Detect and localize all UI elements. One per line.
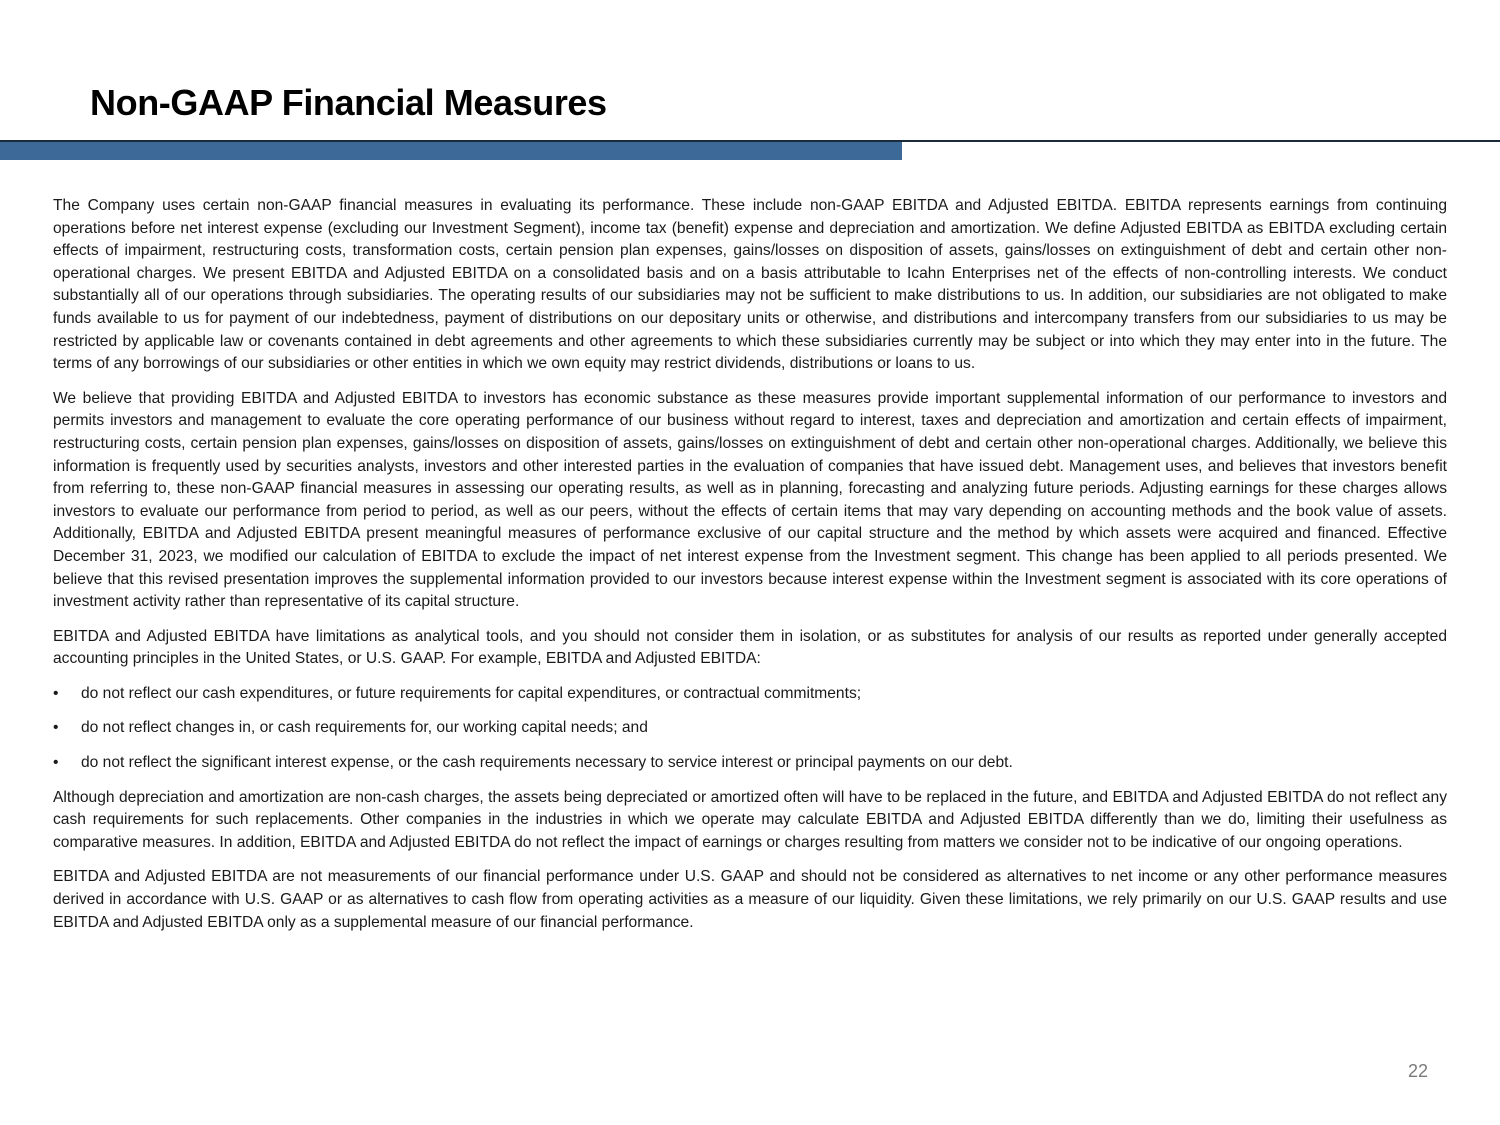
list-item [53,717,1447,740]
list-item [53,752,1447,775]
bullet-icon: • [53,684,59,702]
list-item [53,683,1447,706]
paragraph-non-gaap-definition: The Company uses certain non-GAAP financial measures in evaluating its performance. These include non-GAAP EBITDA and Adjusted EBITDA. EBITDA represents earnings from continuing operations before net interest expense (excluding our Investment Segment), income tax (benefit) expense and depreciation and amortization. We define Adjusted EBITDA as EBITDA excluding certain effects of impairment, restructuring costs, transformation costs, certain pension plan expenses, gains/losses on disposition of assets, gains/losses on extinguishment of debt and certain other non-operational charges. We present EBITDA and Adjusted EBITDA on a consolidated basis and on a basis attributable to Icahn Enterprises net of the effects of non-controlling interests. We conduct substantially all of our operations through subsidiaries. The operating results of our subsidiaries may not be sufficient to make distributions to us. In addition, our subsidiaries are not obligated to make funds available to us for payment of our indebtedness, payment of distributions on our depositary units or otherwise, and distributions and intercompany transfers from our subsidiaries to us may be restricted by applicable law or covenants contained in debt agreements and other agreements to which these subsidiaries currently may be subject or into which they may enter into in the future. The terms of any borrowings of our subsidiaries or other entities in which we own equity may restrict dividends, distributions or loans to us. [53,197,1447,373]
page-title: Non-GAAP Financial Measures [90,82,607,123]
bullet-icon: • [53,719,59,737]
main-content [53,195,1447,946]
paragraph-depreciation-note: Although depreciation and amortization are non-cash charges, the assets being depreciated or amortized often will have to be replaced in the future, and EBITDA and Adjusted EBITDA do not reflect any cash requirements for such replacements. Other companies in the industries in which we operate may calculate EBITDA and Adjusted EBITDA differently than we do, limiting their usefulness as comparative measures. In addition, EBITDA and Adjusted EBITDA do not reflect the impact of earnings or charges resulting from matters we consider not to be indicative of our ongoing operations. [53,788,1447,851]
list-item-text: do not reflect changes in, or cash requirements for, our working capital needs; and [81,719,648,737]
paragraph-usefulness-to-investors: We believe that providing EBITDA and Adjusted EBITDA to investors has economic substance as these measures provide important supplemental information of our performance to investors and permits investors and management to evaluate the core operating performance of our business without regard to interest, taxes and depreciation and amortization and certain effects of impairment, restructuring costs, certain pension plan expenses, gains/losses on disposition of assets, gains/losses on extinguishment of debt and certain other non-operational charges. Additionally, we believe this information is frequently used by securities analysts, investors and other interested parties in the evaluation of companies that have issued debt. Management uses, and believes that investors benefit from referring to, these non-GAAP financial measures in assessing our operating results, as well as in planning, forecasting and analyzing future periods. Adjusting earnings for these charges allows investors to evaluate our performance from period to period, as well as our peers, without the effects of certain items that may vary depending on accounting methods and the book value of assets. Additionally, EBITDA and Adjusted EBITDA present meaningful measures of performance exclusive of our capital structure and the method by which assets were acquired and financed. Effective December 31, 2023, we modified our calculation of EBITDA to exclude the impact of net interest expense from the Investment segment. This change has been applied to all periods presented. We believe that this revised presentation improves the supplemental information provided to our investors because interest expense within the Investment segment is associated with its core operations of investment activity rather than representative of its capital structure. [53,389,1447,611]
header-accent-bar [0,142,902,160]
paragraph-limitations-intro: EBITDA and Adjusted EBITDA have limitations as analytical tools, and you should not consider them in isolation, or as substitutes for analysis of our results as reported under generally accepted accounting principles in the United States, or U.S. GAAP. For example, EBITDA and Adjusted EBITDA: [53,627,1447,668]
list-item-text: do not reflect the significant interest expense, or the cash requirements necessary to service interest or principal payments on our debt. [81,754,1013,772]
paragraph-not-gaap-measurement: EBITDA and Adjusted EBITDA are not measurements of our financial performance under U.S. GAAP and should not be considered as alternatives to net income or any other performance measures derived in accordance with U.S. GAAP or as alternatives to cash flow from operating activities as a measure of our liquidity. Given these limitations, we rely primarily on our U.S. GAAP results and use EBITDA and Adjusted EBITDA only as a supplemental measure of our financial performance. [53,868,1447,931]
page-number: 22 [1407,1061,1428,1081]
list-item-text: do not reflect our cash expenditures, or future requirements for capital expenditures, or contractual commitments; [81,684,862,702]
bullet-icon: • [53,754,59,772]
limitations-list [53,683,1447,775]
